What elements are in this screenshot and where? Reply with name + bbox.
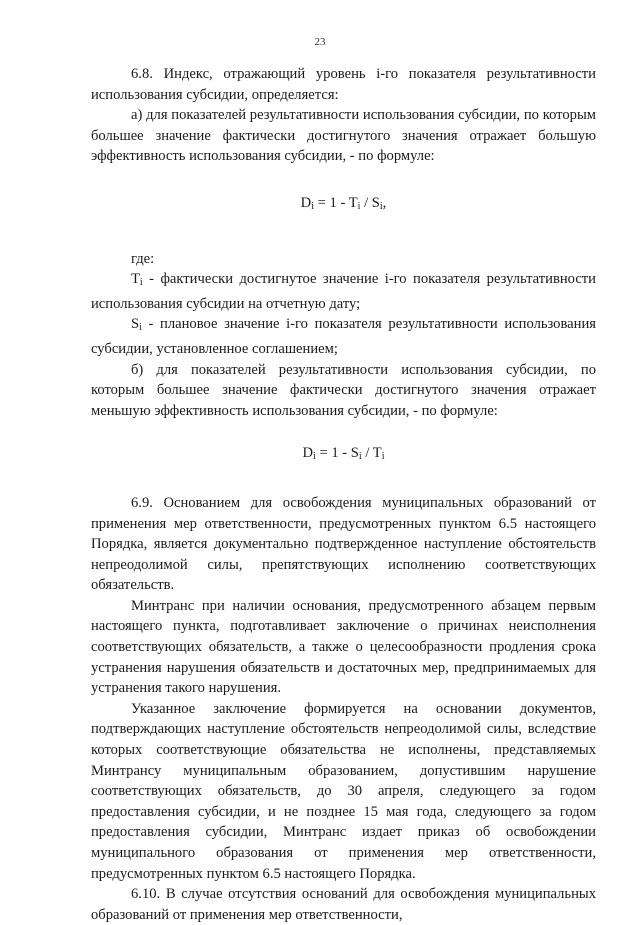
formula-2-lhs: D (302, 445, 314, 462)
paragraph-mintrans: Минтранс при наличии основания, предусмотренного абзацем первым настоящего пункта, подготавливает заключение о причинах неисполнения соответствующих обязательств, а также о целесообразности продления срока устранения нарушения обязательств и достаточных мер, предпринимаемых для устранения такого нарушения. (91, 597, 596, 697)
formula-1-lhs: D (300, 194, 312, 211)
paragraph-a: а) для показателей результативности использования субсидии, по которым большее значение фактически достигнутого значения отражает большую эффективность использования субсидии, - по формуле: (91, 107, 596, 165)
paragraph-6-9: 6.9. Основанием для освобождения муниципальных образований от применения мер ответственности, предусмотренных пунктом 6.5 настоящего Порядка, является документально подтвержденное наступление обстоятельств непреодолимой силы, препятствующих исполнению соответствующих обязательств. (91, 494, 596, 594)
page-number: 23 (314, 36, 326, 48)
formula-1: $D_i = 1 - T_i / S_i$, (300, 194, 387, 212)
definition-s: $S_i$ - плановое значение i-го показателя результативности использования субсидии, установленное соглашением; (91, 316, 596, 357)
document-body (91, 64, 596, 925)
formula-2: $D_i = 1 - S_i / T_i$ (302, 445, 385, 463)
where-label: где: (131, 250, 155, 267)
paragraph-b: б) для показателей результативности использования субсидии, по которым большее значение фактически достигнутого значения отражает меньшую эффективность использования субсидии, - по формуле: (91, 361, 596, 419)
paragraph-6-10: 6.10. В случае отсутствия оснований для освобождения муниципальных образований от применения мер ответственности, (91, 886, 596, 923)
paragraph-6-8: 6.8. Индекс, отражающий уровень i-го показателя результативности использования субсидии, определяется: (91, 66, 596, 103)
paragraph-conclusion: Указанное заключение формируется на основании документов, подтверждающих наступление обстоятельств непреодолимой силы, вследствие которых соответствующие обязательства не исполнены, представляемых Минтрансу муниципальным образованием, допустившим нарушение соответствующих обязательств, до 30 апреля, следующего за годом предоставления субсидии, и не позднее 15 мая года, следующего за годом предоставления субсидии, Минтранс издает приказ об освобождении муниципального образования от применения мер ответственности, предусмотренных пунктом 6.5 настоящего Порядка. (91, 700, 596, 882)
definition-t: $T_i$ - фактически достигнутое значение i-го показателя результативности использования субсидии на отчетную дату; (91, 271, 596, 312)
